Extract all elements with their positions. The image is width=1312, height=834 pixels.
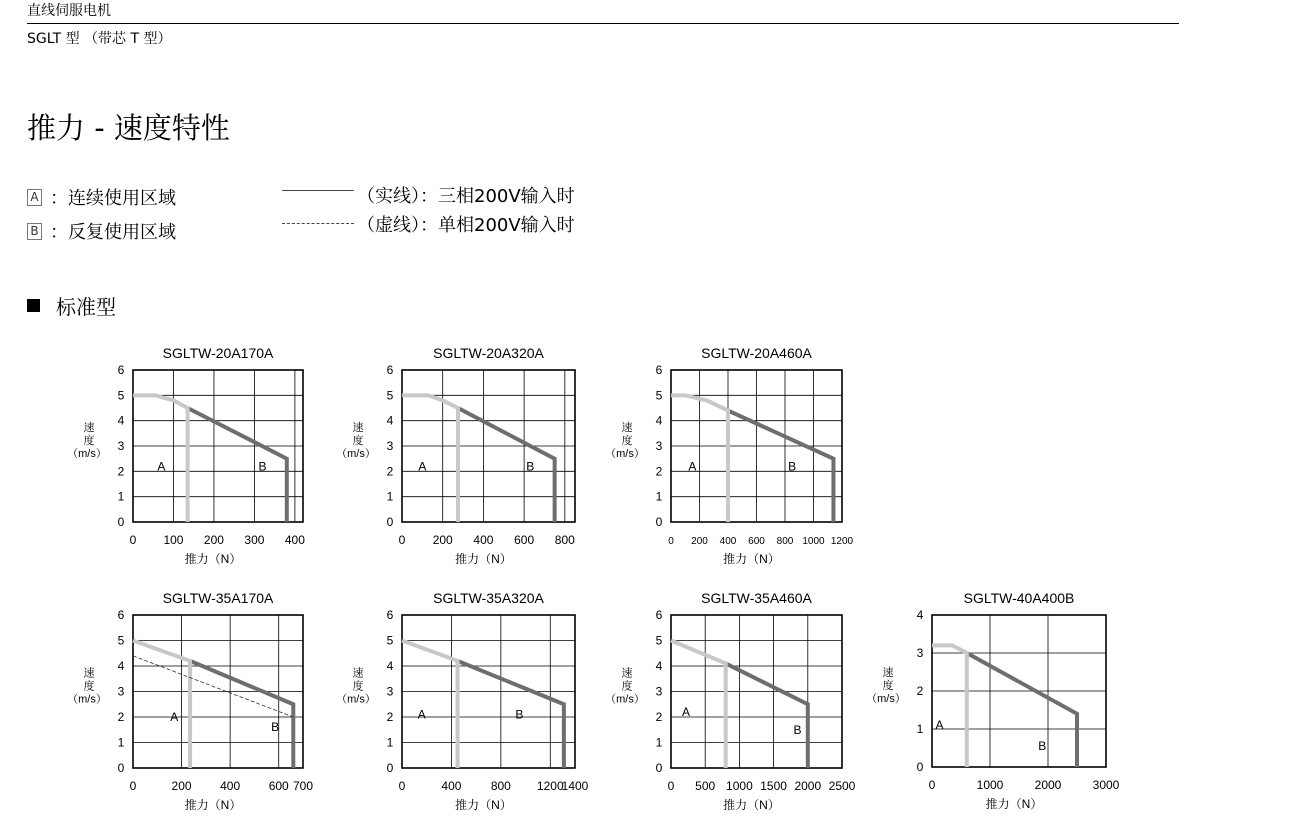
x-tick-label: 0 [667,779,675,793]
y-axis-label-line1: 速 [352,422,364,434]
region-a-label: A [157,459,166,474]
legend-dashed-label: （虚线）：单相200V输入时 [357,215,575,236]
region-b-label: B [258,459,267,474]
y-tick-label: 3 [386,439,394,453]
x-tick-label: 800 [490,779,511,793]
series-continuous-line [932,645,967,767]
series-intermittent-line [458,661,564,768]
y-tick-label: 1 [655,735,663,750]
y-tick-label: 3 [117,439,125,453]
series-intermittent-line [726,663,808,768]
region-b-label: B [515,707,524,722]
region-a-label: A [170,710,179,724]
y-tick-label: 4 [655,659,663,673]
x-axis-label: 推力（N） [184,798,242,812]
y-axis-label-line1: 速 [621,422,633,434]
x-tick-label: 300 [244,533,265,547]
document-header-subtitle: SGLT 型 （带芯 T 型） [27,31,172,47]
y-tick-label: 2 [655,710,663,724]
y-axis-label-line1: 速 [882,667,894,679]
y-tick-label: 3 [916,646,924,660]
y-axis-label-line2: 度 [882,680,894,692]
x-tick-label: 400 [473,533,494,547]
x-tick-label: 0 [398,533,406,547]
y-axis-label-line3: （m/s） [336,693,376,706]
chart-title: SGLTW-35A460A [701,590,812,606]
y-tick-label: 5 [117,633,125,648]
x-tick-label: 700 [292,779,314,793]
series-intermittent-line [190,661,293,768]
x-tick-label: 200 [432,533,453,547]
y-tick-label: 3 [386,684,394,699]
x-tick-label: 1000 [726,779,753,793]
section-title: 推力 - 速度特性 [27,111,230,145]
region-a-label: A [417,707,426,722]
y-axis-label-line3: （m/s） [605,448,645,460]
chart-title: SGLTW-20A320A [433,345,544,361]
y-tick-label: 0 [117,515,125,529]
y-tick-label: 3 [655,684,663,699]
y-tick-label: 2 [916,684,924,698]
y-tick-label: 2 [117,710,125,724]
y-tick-label: 6 [117,608,125,622]
x-axis-label: 推力（N） [184,552,242,566]
x-tick-label: 3000 [1092,778,1120,792]
y-tick-label: 1 [655,489,663,504]
y-tick-label: 1 [117,489,125,504]
y-tick-label: 1 [386,735,394,750]
y-tick-label: 5 [655,388,663,403]
y-tick-label: 0 [386,515,394,529]
x-tick-label: 0 [129,533,137,547]
y-tick-label: 2 [386,710,394,724]
legend-box-a: A [27,189,42,206]
region-b-label: B [526,459,535,474]
chart-title: SGLTW-20A460A [701,345,812,361]
x-tick-label: 200 [203,533,224,547]
region-b-label: B [271,720,280,735]
chart-7 [866,590,1120,811]
y-tick-label: 4 [386,659,394,673]
series-continuous-line [402,395,458,522]
document-header-title: 直线伺服电机 [27,3,111,19]
series-continuous-line [671,641,726,769]
series-intermittent-line [188,408,287,522]
region-a-label: A [418,459,427,474]
y-tick-label: 4 [117,413,125,428]
x-tick-label: 2000 [1034,778,1062,792]
y-tick-label: 1 [916,722,924,736]
series-intermittent-line [728,411,833,522]
y-tick-label: 6 [655,608,663,622]
x-axis-label: 推力（N） [455,798,512,812]
x-tick-label: 0 [668,536,674,547]
chart-1 [67,345,305,566]
legend-solid-label: （实线）：三相200V输入时 [357,186,575,207]
region-a-label: A [935,718,944,733]
y-tick-label: 4 [655,413,663,428]
y-tick-label: 1 [117,735,125,750]
chart-2 [336,345,575,566]
x-tick-label: 1000 [802,536,825,547]
y-tick-label: 5 [117,388,125,403]
x-tick-label: 800 [776,536,794,547]
x-tick-label: 600 [514,533,535,547]
y-axis-label-line1: 速 [83,667,95,680]
chart-3 [605,345,853,566]
y-axis-label-line2: 度 [352,680,364,693]
x-axis-label: 推力（N） [455,552,512,566]
chart-title: SGLTW-20A170A [162,345,274,361]
y-axis-label-line3: （m/s） [336,448,376,460]
series-intermittent-line [967,653,1077,767]
y-axis-label-line1: 速 [352,667,364,680]
region-b-label: B [1038,739,1047,754]
x-tick-label: 2500 [828,779,856,793]
y-axis-label-line3: （m/s） [67,448,107,460]
legend-region-b-label: ：反复使用区域 [50,222,176,243]
y-tick-label: 3 [117,684,125,699]
x-tick-label: 400 [441,779,462,793]
y-axis-label-line3: （m/s） [67,693,107,706]
x-tick-label: 500 [695,779,716,793]
chart-title: SGLTW-40A400B [963,590,1075,606]
y-axis-label-line2: 度 [621,680,633,693]
y-tick-label: 3 [655,439,663,453]
region-a-label: A [682,704,691,719]
x-tick-label: 600 [268,779,289,793]
y-tick-label: 5 [386,388,394,403]
series-continuous-line [402,641,458,769]
x-tick-label: 400 [719,536,737,547]
x-tick-label: 200 [171,779,192,793]
x-axis-label: 推力（N） [985,797,1043,811]
series-single-phase-dashed-line [133,656,293,717]
chart-5 [336,590,589,812]
x-tick-label: 1400 [561,779,589,793]
x-tick-label: 1200 [536,779,564,793]
y-tick-label: 1 [386,489,394,504]
y-tick-label: 0 [386,761,394,775]
x-tick-label: 2000 [794,779,822,793]
y-tick-label: 4 [386,413,394,428]
x-tick-label: 100 [163,533,184,547]
legend-region-a-label: ：连续使用区域 [50,188,176,209]
y-axis-label-line3: （m/s） [866,693,906,705]
x-tick-label: 0 [398,779,406,793]
y-tick-label: 2 [117,464,125,479]
y-tick-label: 4 [117,659,125,673]
region-b-label: B [793,722,802,737]
chart-title: SGLTW-35A320A [433,590,544,606]
chart-title: SGLTW-35A170A [162,590,274,606]
chart-4 [67,590,313,812]
region-b-label: B [788,459,797,474]
x-tick-label: 1500 [760,779,787,793]
y-tick-label: 0 [655,761,663,775]
y-tick-label: 6 [386,363,394,377]
series-intermittent-line [458,408,555,522]
x-tick-label: 400 [220,779,241,793]
region-a-label: A [688,459,697,474]
y-tick-label: 6 [386,608,394,622]
x-tick-label: 800 [554,533,575,547]
y-axis-label-line2: 度 [83,435,95,447]
y-tick-label: 2 [655,464,663,479]
y-axis-label-line1: 速 [83,422,95,434]
y-tick-label: 5 [386,633,394,648]
y-tick-label: 0 [117,761,125,775]
y-axis-label-line2: 度 [352,435,364,447]
x-tick-label: 600 [748,536,765,547]
x-tick-label: 1000 [976,778,1004,792]
x-tick-label: 200 [691,536,708,547]
x-tick-label: 400 [284,533,305,547]
x-tick-label: 1200 [830,536,854,547]
y-tick-label: 0 [655,515,663,529]
y-tick-label: 0 [916,760,924,774]
y-axis-label-line1: 速 [621,667,633,680]
x-axis-label: 推力（N） [723,798,780,812]
x-axis-label: 推力（N） [723,552,780,566]
y-tick-label: 4 [916,608,924,622]
y-axis-label-line3: （m/s） [605,693,645,706]
y-tick-label: 5 [655,633,663,648]
y-axis-label-line2: 度 [621,435,633,447]
legend-box-b: B [27,223,42,240]
y-tick-label: 6 [117,363,125,377]
x-tick-label: 0 [928,778,936,792]
y-tick-label: 6 [655,363,663,377]
chart-6 [605,590,856,812]
subsection-label: 标准型 [56,295,116,319]
y-axis-label-line2: 度 [83,680,95,693]
x-tick-label: 0 [129,779,137,793]
y-tick-label: 2 [386,464,394,479]
